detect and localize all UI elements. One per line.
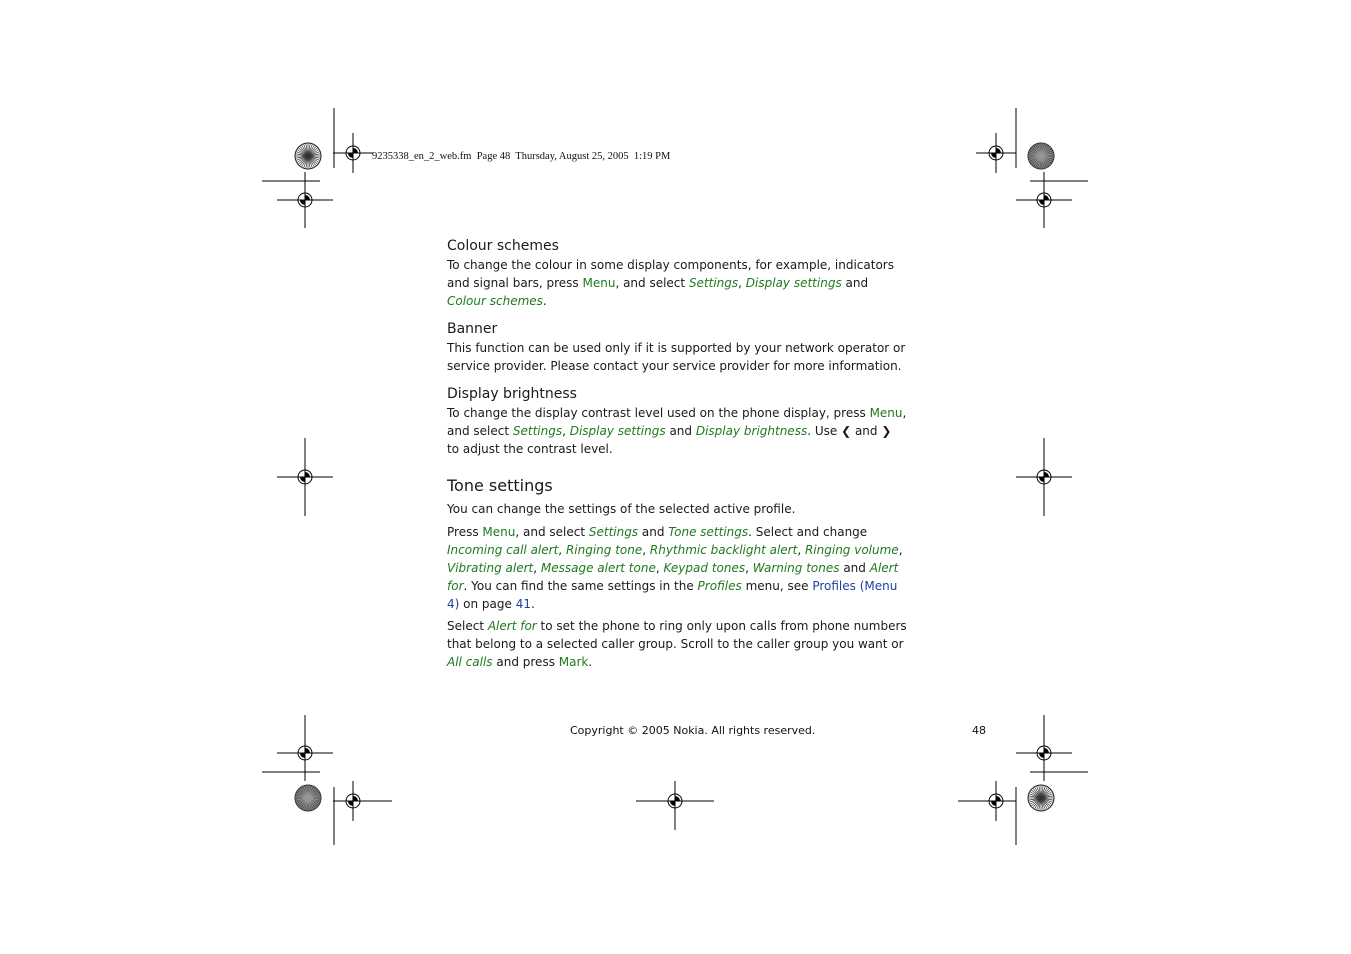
menu-item-display-settings: Display settings: [745, 276, 842, 290]
menu-item-profiles: Profiles: [697, 579, 742, 593]
menu-item-tone-settings: Tone settings: [668, 525, 749, 539]
section-text: This function can be used only if it is supported by your network operator or service provider. Please contact your service provider for more information.: [447, 341, 906, 373]
section-colour-schemes: [447, 236, 907, 310]
menu-key-label: Menu: [869, 406, 903, 420]
registration-fill: [991, 148, 1001, 158]
section-intro: You can change the settings of the selected active profile.: [447, 502, 796, 516]
left-arrow-icon: ❮: [841, 424, 852, 438]
menu-key-label: Menu: [582, 276, 616, 290]
section-title: Display brightness: [447, 386, 577, 402]
page-content: [447, 236, 907, 671]
menu-item-ringing-volume: Ringing volume: [804, 543, 899, 557]
page-number: 48: [972, 724, 986, 737]
menu-item-display-brightness: Display brightness: [695, 424, 808, 438]
section-display-brightness: [447, 384, 907, 458]
menu-key-label: Menu: [482, 525, 516, 539]
page-link[interactable]: 41: [515, 597, 531, 611]
menu-item-alert-for: Alert for: [447, 561, 899, 593]
section-tone-settings: [447, 474, 907, 671]
section-title: Colour schemes: [447, 238, 559, 254]
section-text: To change the colour in some display components, for example, indicators and signal bars, press Menu, and select Settings, Display settings and Colour schemes.: [447, 258, 894, 308]
menu-item-settings: Settings: [512, 424, 563, 438]
menu-item-incoming-call-alert: Incoming call alert: [447, 543, 559, 557]
profiles-menu-link[interactable]: Profiles (Menu 4): [447, 579, 898, 611]
registration-fill: [348, 148, 358, 158]
section-banner: [447, 319, 907, 375]
menu-item-alert-for: Alert for: [487, 619, 537, 633]
menu-item-keypad-tones: Keypad tones: [663, 561, 746, 575]
registration-fill: [300, 195, 310, 205]
section-text: Select Alert for to set the phone to ring only upon calls from phone numbers that belong to a selected caller group. Scroll to the caller group you want or All calls and press Mark.: [447, 619, 907, 669]
menu-item-all-calls: All calls: [447, 655, 493, 669]
mark-key-label: Mark: [558, 655, 589, 669]
section-title: Banner: [447, 321, 498, 337]
section-text: To change the display contrast level used on the phone display, press Menu, and select Settings, Display settings and Display brightness. Use ❮ and ❯ to adjust the contrast level.: [447, 406, 907, 456]
menu-item-display-settings: Display settings: [569, 424, 666, 438]
right-arrow-icon: ❯: [881, 424, 892, 438]
menu-item-rhythmic-backlight-alert: Rhythmic backlight alert: [649, 543, 798, 557]
menu-item-settings: Settings: [588, 525, 639, 539]
copyright-footer: Copyright © 2005 Nokia. All rights reserved.: [570, 724, 816, 737]
file-info-header: 9235338_en_2_web.fm Page 48 Thursday, August 25, 2005 1:19 PM: [372, 151, 671, 162]
section-heading: Tone settings: [447, 476, 553, 495]
menu-item-warning-tones: Warning tones: [752, 561, 840, 575]
menu-item-settings: Settings: [688, 276, 739, 290]
registration-fill: [1039, 195, 1049, 205]
menu-item-message-alert-tone: Message alert tone: [540, 561, 656, 575]
section-text: Press Menu, and select Settings and Tone settings. Select and change Incoming call alert, Ringing tone, Rhythmic backlight alert, Ringing volume, Vibrating alert, Message alert tone, Keypad tones, Warning tones and Alert for. You can find the same settings in the Profiles menu, see Profiles (Menu 4) on page 41.: [447, 525, 903, 611]
menu-item-ringing-tone: Ringing tone: [565, 543, 643, 557]
menu-item-colour-schemes: Colour schemes: [447, 294, 543, 308]
menu-item-vibrating-alert: Vibrating alert: [447, 561, 534, 575]
